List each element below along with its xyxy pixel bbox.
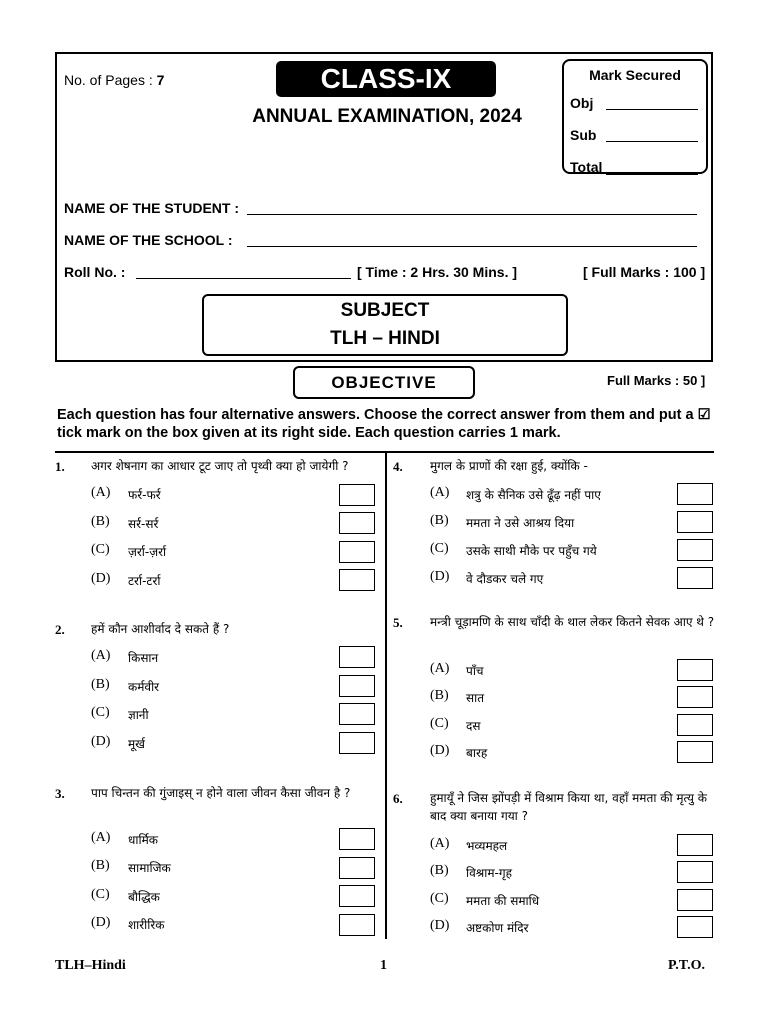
answer-checkbox[interactable] bbox=[677, 686, 713, 708]
option-letter: (B) bbox=[91, 514, 110, 529]
answer-checkbox[interactable] bbox=[339, 646, 375, 668]
option-letter: (B) bbox=[430, 863, 449, 878]
answer-checkbox[interactable] bbox=[339, 569, 375, 591]
mark-secured-title: Mark Secured bbox=[589, 67, 681, 83]
header-box bbox=[55, 52, 713, 362]
option-text: फर्र-फर्र bbox=[128, 488, 161, 502]
answer-checkbox[interactable] bbox=[339, 914, 375, 936]
option-text: बारह bbox=[466, 746, 488, 760]
section-full-marks: Full Marks : 50 ] bbox=[607, 373, 706, 388]
option-text: ममता ने उसे आश्रय दिया bbox=[466, 516, 575, 530]
option-text: ममता की समाधि bbox=[466, 894, 540, 908]
option-text: ज्ञानी bbox=[128, 708, 149, 722]
answer-checkbox[interactable] bbox=[677, 659, 713, 681]
option-text: टर्रा-टर्रा bbox=[128, 574, 161, 588]
option-text: ज़र्रा-ज़र्रा bbox=[128, 545, 167, 559]
option-letter: (D) bbox=[430, 918, 450, 933]
total-label: Total bbox=[570, 159, 603, 175]
option-letter: (D) bbox=[430, 569, 450, 584]
option-text: शारीरिक bbox=[128, 918, 165, 932]
option-text: अष्टकोण मंदिर bbox=[466, 921, 529, 935]
student-name-label: NAME OF THE STUDENT : bbox=[64, 200, 239, 216]
answer-checkbox[interactable] bbox=[339, 828, 375, 850]
subject-box bbox=[202, 294, 568, 356]
question-number: 3. bbox=[55, 786, 65, 801]
option-letter: (D) bbox=[91, 734, 111, 749]
answer-checkbox[interactable] bbox=[339, 703, 375, 725]
question-number: 2. bbox=[55, 622, 65, 637]
section-title: OBJECTIVE bbox=[293, 366, 475, 399]
option-letter: (C) bbox=[430, 891, 449, 906]
answer-checkbox[interactable] bbox=[339, 675, 375, 697]
option-text: धार्मिक bbox=[128, 833, 158, 847]
option-letter: (A) bbox=[91, 485, 111, 500]
roll-number-label: Roll No. : bbox=[64, 264, 126, 280]
answer-checkbox[interactable] bbox=[339, 541, 375, 563]
answer-checkbox[interactable] bbox=[677, 567, 713, 589]
question-number: 1. bbox=[55, 459, 65, 474]
answer-checkbox[interactable] bbox=[677, 916, 713, 938]
option-letter: (C) bbox=[91, 705, 110, 720]
option-letter: (B) bbox=[430, 513, 449, 528]
instructions: Each question has four alternative answers. Choose the correct answer from them and put a ☑ tick mark on the box given at its right side. Each question carries 1 mark. bbox=[57, 407, 711, 441]
option-letter: (A) bbox=[430, 661, 450, 676]
answer-checkbox[interactable] bbox=[339, 857, 375, 879]
option-letter: (B) bbox=[91, 858, 110, 873]
question-number: 5. bbox=[393, 615, 403, 630]
mark-secured-box bbox=[562, 59, 708, 174]
option-text: विश्राम-गृह bbox=[466, 866, 513, 880]
total-marks-line[interactable] bbox=[606, 174, 698, 175]
answer-checkbox[interactable] bbox=[677, 511, 713, 533]
option-text: बौद्धिक bbox=[128, 890, 160, 904]
sub-label: Sub bbox=[570, 127, 597, 143]
number-of-pages bbox=[64, 72, 164, 88]
answer-checkbox[interactable] bbox=[339, 512, 375, 534]
option-letter: (A) bbox=[430, 485, 450, 500]
full-marks-total: [ Full Marks : 100 ] bbox=[583, 264, 706, 280]
exam-title: ANNUAL EXAMINATION, 2024 bbox=[252, 106, 522, 127]
option-letter: (A) bbox=[91, 648, 111, 663]
question-text: हुमायूँ ने जिस झोंपड़ी में विश्राम किया था, वहाँ ममता की मृत्यु के बाद क्या बनाया गया ? bbox=[430, 791, 708, 823]
option-letter: (A) bbox=[91, 830, 111, 845]
question-text: पाप चिन्तन की गुंजाइस् न होने वाला जीवन कैसा जीवन है ? bbox=[91, 786, 351, 800]
question-number: 6. bbox=[393, 791, 403, 806]
page-number: 1 bbox=[380, 958, 387, 973]
obj-label: Obj bbox=[570, 95, 594, 111]
subject-label: SUBJECT bbox=[340, 300, 430, 321]
answer-checkbox[interactable] bbox=[677, 741, 713, 763]
option-text: दस bbox=[466, 719, 481, 733]
question-text: अगर शेषनाग का आधार टूट जाए तो पृथ्वी क्या हो जायेगी ? bbox=[91, 459, 349, 473]
answer-checkbox[interactable] bbox=[677, 889, 713, 911]
option-letter: (B) bbox=[91, 677, 110, 692]
class-title: CLASS-IX bbox=[276, 61, 496, 97]
please-turn-over: P.T.O. bbox=[668, 958, 705, 973]
option-text: शत्रु के सैनिक उसे ढूँढ़ नहीं पाए bbox=[466, 488, 601, 502]
option-text: वे दौडकर चले गए bbox=[466, 572, 544, 586]
question-text: मन्त्री चूड़ामणि के साथ चाँदी के थाल लेकर कितने सेवक आए थे ? bbox=[430, 615, 715, 629]
option-text: पाँच bbox=[466, 664, 484, 678]
answer-checkbox[interactable] bbox=[339, 885, 375, 907]
answer-checkbox[interactable] bbox=[677, 539, 713, 561]
option-text: भव्यमहल bbox=[466, 839, 508, 853]
option-text: सात bbox=[466, 691, 485, 705]
option-letter: (C) bbox=[430, 541, 449, 556]
answer-checkbox[interactable] bbox=[677, 861, 713, 883]
question-text: हमें कौन आशीर्वाद दे सकते हैं ? bbox=[91, 622, 230, 636]
pages-label: No. of Pages : bbox=[64, 72, 153, 88]
answer-checkbox[interactable] bbox=[677, 714, 713, 736]
roll-number-field[interactable] bbox=[136, 278, 351, 279]
subject-name: TLH – HINDI bbox=[330, 328, 440, 349]
column-divider bbox=[385, 452, 387, 939]
school-name-field[interactable] bbox=[247, 246, 697, 247]
answer-checkbox[interactable] bbox=[339, 484, 375, 506]
option-text: सामाजिक bbox=[128, 861, 171, 875]
option-text: कर्मवीर bbox=[128, 680, 160, 694]
option-text: किसान bbox=[128, 651, 159, 665]
option-letter: (C) bbox=[430, 716, 449, 731]
answer-checkbox[interactable] bbox=[677, 834, 713, 856]
option-letter: (B) bbox=[430, 688, 449, 703]
option-letter: (D) bbox=[91, 915, 111, 930]
option-text: उसके साथी मौके पर पहुँच गये bbox=[466, 544, 597, 558]
student-name-field[interactable] bbox=[247, 214, 697, 215]
option-letter: (C) bbox=[91, 542, 110, 557]
school-name-label: NAME OF THE SCHOOL : bbox=[64, 232, 233, 248]
option-text: मूर्ख bbox=[128, 737, 145, 751]
question-number: 4. bbox=[393, 459, 403, 474]
answer-checkbox[interactable] bbox=[677, 483, 713, 505]
footer-subject-code: TLH–Hindi bbox=[55, 958, 126, 973]
time-allowed: [ Time : 2 Hrs. 30 Mins. ] bbox=[357, 264, 518, 280]
option-letter: (A) bbox=[430, 836, 450, 851]
option-letter: (C) bbox=[91, 887, 110, 902]
option-text: सर्र-सर्र bbox=[128, 517, 159, 531]
pages-value: 7 bbox=[156, 72, 165, 88]
question-text: मुगल के प्राणों की रक्षा हुई, क्योंकि - bbox=[430, 459, 588, 473]
option-letter: (D) bbox=[430, 743, 450, 758]
option-letter: (D) bbox=[91, 571, 111, 586]
sub-marks-line[interactable] bbox=[606, 141, 698, 142]
obj-marks-line[interactable] bbox=[606, 109, 698, 110]
answer-checkbox[interactable] bbox=[339, 732, 375, 754]
